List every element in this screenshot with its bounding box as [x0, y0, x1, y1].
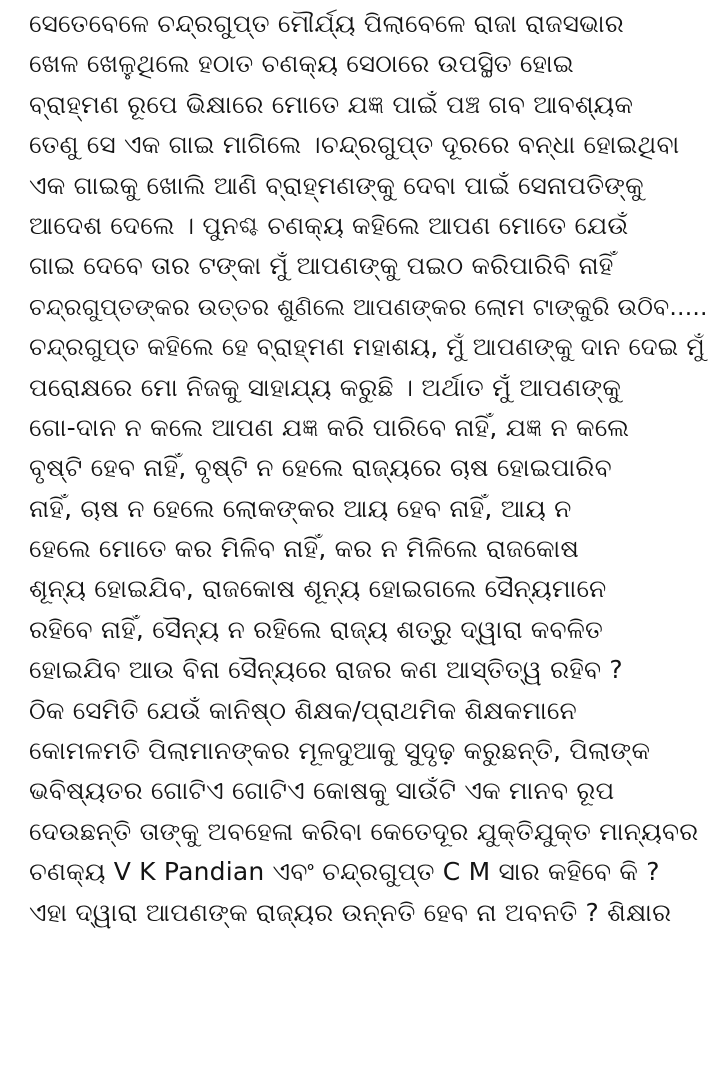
text-line: ବ୍ରାହ୍ମଣ ରୂପେ ଭିକ୍ଷାରେ ମୋତେ ଯଜ୍ଞ ପାଇଁ ପଞ୍ଚ ଗବ ଆବଶ୍ୟକ: [29, 89, 634, 119]
text-line: ଦେଉଛନ୍ତି ତାଙ୍କୁ ଅବହେଳା କରିବା କେତେଦୂର ଯୁକ୍ତିଯୁକ୍ତ ମାନ୍ୟବର: [29, 816, 699, 846]
text-line: ରହିବେ ନାହିଁ, ସୈନ୍ୟ ନ ରହିଲେ ରାଜ୍ୟ ଶତ୍ରୁ ଦ୍ୱାରା କବଳିତ: [29, 614, 603, 644]
text-line: ଏହା ଦ୍ୱାରା ଆପଣଙ୍କ ରାଜ୍ୟର ଉନ୍ନତି ହେବ ନା ଅବନତି ? ଶିକ୍ଷାର: [29, 897, 672, 927]
text-line: ଶୂନ୍ୟ ହୋଇଯିବ, ରାଜକୋଷ ଶୂନ୍ୟ ହୋଇଗଲେ ସୈନ୍ୟମାନେ: [29, 574, 607, 604]
text-line: ସେତେବେଳେ ଚନ୍ଦ୍ରଗୁପ୍ତ ମୌର୍ଯ୍ୟ ପିଲାବେଳେ ରାଜା ରାଜସଭାର: [29, 9, 624, 38]
text-line: ପରୋକ୍ଷରେ ମୋ ନିଜକୁ ସାହାଯ୍ୟ କରୁଛି । ଅର୍ଥାତ ମୁଁ ଆପଣଙ୍କୁ: [29, 372, 622, 402]
text-line: ଚଣକ୍ୟ V K Pandian ଏବଂ ଚନ୍ଦ୍ରଗୁପ୍ତ C M ସାର କହିବେ କି ?: [29, 857, 660, 887]
text-line: ଠିକ ସେମିତି ଯେଉଁ କାନିଷ୍ଠ ଶିକ୍ଷକ/ପ୍ରାଥମିକ ଶିକ୍ଷକମାନେ: [29, 695, 577, 725]
text-line: ଏକ ଗାଇକୁ ଖୋଲି ଆଣି ବ୍ରାହ୍ମଣଙ୍କୁ ଦେବା ପାଇଁ ସେନାପତିଙ୍କୁ: [29, 170, 644, 200]
text-line: ଖେଳ ଖେଳୁଥିଲେ ହଠାତ ଚଣକ୍ୟ ସେଠାରେ ଉପସ୍ଥିତ ହୋଇ: [29, 49, 574, 79]
text-line: କୋମଳମତି ପିଲାମାନଙ୍କର ମୂଳଦୁଆକୁ ସୁଦୃଢ଼ କରୁଛନ୍ତି, ପିଲାଙ୍କ: [29, 736, 651, 766]
body-text: [29, 4, 709, 933]
text-line: ତେଣୁ ସେ ଏକ ଗାଇ ମାଗିଲେ ।ଚନ୍ଦ୍ରଗୁପ୍ତ ଦୂରରେ ବନ୍ଧା ହୋଇଥିବା: [29, 130, 680, 160]
text-line: ହେଲେ ମୋତେ କର ମିଳିବ ନାହିଁ, କର ନ ମିଳିଲେ ରାଜକୋଷ: [29, 534, 580, 564]
text-line: ନାହିଁ, ଚାଷ ନ ହେଲେ ଲୋକଙ୍କର ଆୟ ହେବ ନାହିଁ, ଆୟ ନ: [29, 493, 572, 523]
text-line: ଚନ୍ଦ୍ରଗୁପ୍ତ କହିଲେ ହେ ବ୍ରାହ୍ମଣ ମହାଶୟ, ମୁଁ ଆପଣଙ୍କୁ ଦାନ ଦେଇ ମୁଁ: [29, 332, 705, 362]
text-line: ଗାଇ ଦେବେ ତାର ଟଙ୍କା ମୁଁ ଆପଣଙ୍କୁ ପଇଠ କରିପାରିବି ନାହିଁ: [29, 251, 614, 281]
text-line: ଭବିଷ୍ୟତର ଗୋଟିଏ ଗୋଟିଏ କୋଷକୁ ସାଉଁଟି ଏକ ମାନବ ରୂପ: [29, 776, 615, 806]
text-line: ହୋଇଯିବ ଆଉ ବିନା ସୈନ୍ୟରେ ରାଜର କଣ ଆସ୍ତିତ୍ୱ ରହିବ ?: [29, 655, 623, 685]
text-line: ଆଦେଶ ଦେଲେ । ପୁନଶ୍ଚ ଚଣକ୍ୟ କହିଲେ ଆପଣ ମୋତେ ଯେଉଁ: [29, 210, 629, 240]
text-line: ଚନ୍ଦ୍ରଗୁପ୍ତଙ୍କର ଉତ୍ତର ଶୁଣିଲେ ଆପଣଙ୍କର ଲୋମ ଟାଙ୍କୁରି ଉଠିବ.....: [29, 292, 708, 321]
text-line: ବୃଷ୍ଟି ହେବ ନାହିଁ, ବୃଷ୍ଟି ନ ହେଲେ ରାଜ୍ୟରେ ଚାଷ ହୋଇପାରିବ: [29, 453, 612, 483]
text-line: ଗୋ-ଦାନ ନ କଲେ ଆପଣ ଯଜ୍ଞ କରି ପାରିବେ ନାହିଁ, ଯଜ୍ଞ ନ କଲେ: [29, 412, 630, 442]
